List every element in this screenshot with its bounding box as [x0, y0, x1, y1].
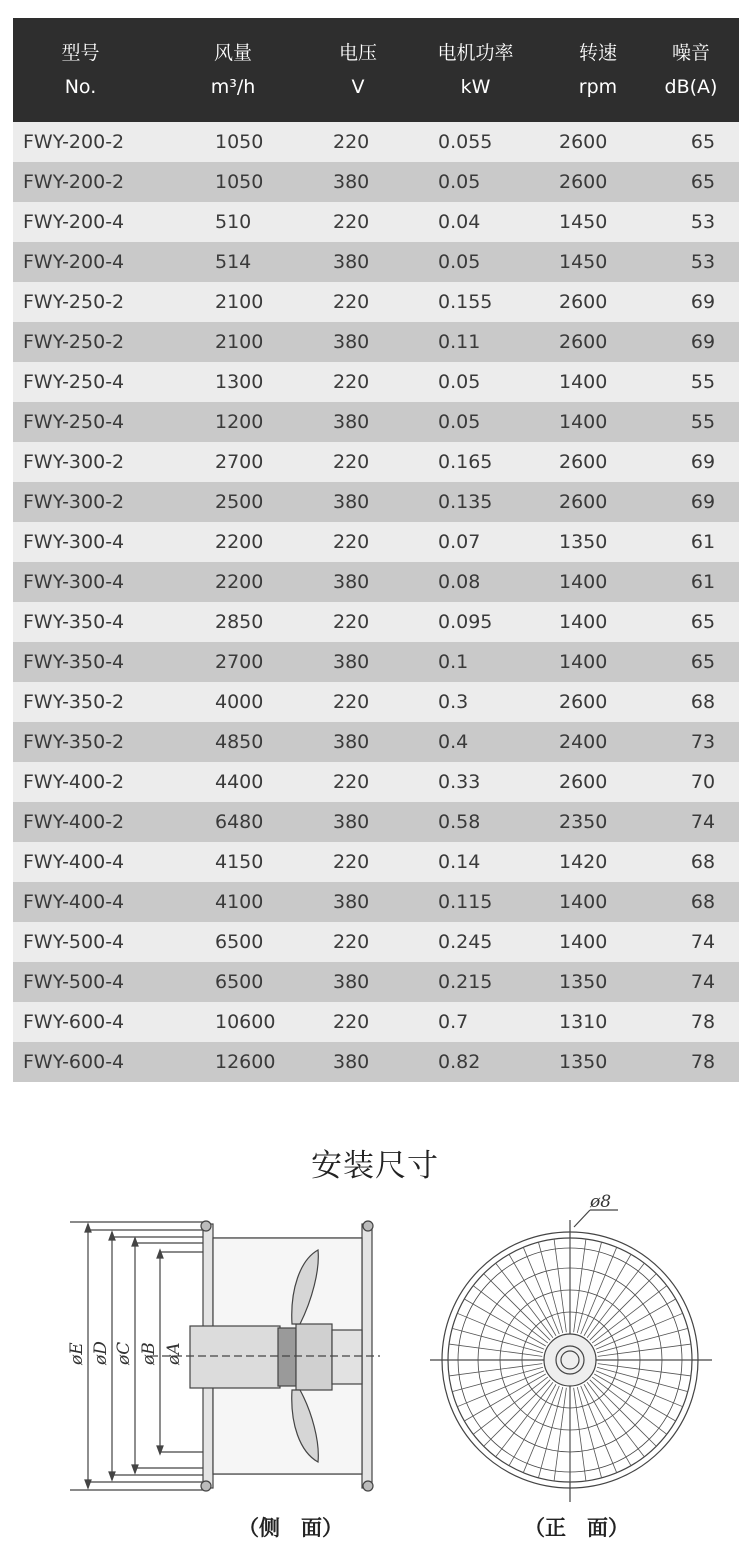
table-cell: 0.05	[438, 411, 481, 433]
table-cell: 220	[333, 371, 370, 393]
installation-drawing	[0, 1190, 750, 1556]
table-cell: 0.08	[438, 571, 481, 593]
table-row	[13, 522, 739, 562]
table-cell: FWY-350-4	[23, 611, 125, 633]
table-cell: FWY-200-2	[23, 131, 125, 153]
dim-label-a: øA	[164, 1342, 184, 1365]
table-cell: 2100	[215, 331, 264, 353]
table-cell: 1300	[215, 371, 264, 393]
table-cell: 1400	[559, 371, 608, 393]
table-cell: FWY-500-4	[23, 971, 125, 993]
table-cell: 4850	[215, 731, 264, 753]
table-cell: FWY-400-4	[23, 891, 125, 913]
table-cell: 0.04	[438, 211, 481, 233]
table-cell: 510	[215, 211, 252, 233]
table-cell: 2600	[559, 171, 608, 193]
table-cell: 69	[690, 331, 716, 353]
dim-label-d: øD	[91, 1341, 111, 1365]
table-cell: 0.33	[438, 771, 481, 793]
table-row	[13, 562, 739, 602]
table-cell: 2350	[559, 811, 608, 833]
table-cell: 0.07	[438, 531, 481, 553]
table-cell: 0.82	[438, 1051, 481, 1073]
spec-table	[13, 18, 739, 1082]
table-cell: 0.05	[438, 171, 481, 193]
dim-label-e: øE	[67, 1342, 87, 1365]
table-cell: 2400	[559, 731, 608, 753]
table-cell: 68	[690, 891, 716, 913]
table-cell: 2600	[559, 331, 608, 353]
table-cell: 6500	[215, 931, 264, 953]
table-row	[13, 682, 739, 722]
table-cell: 220	[333, 531, 370, 553]
header-voltage: 电压 V	[338, 42, 377, 98]
table-cell: 1400	[559, 571, 608, 593]
table-cell: 380	[333, 251, 370, 273]
table-row	[13, 602, 739, 642]
table-cell: FWY-400-2	[23, 771, 125, 793]
table-cell: 1050	[215, 171, 264, 193]
table-cell: FWY-300-4	[23, 531, 125, 553]
table-cell: 61	[690, 531, 716, 553]
side-dimension-labels	[67, 1341, 184, 1366]
table-cell: 69	[690, 491, 716, 513]
table-cell: 0.14	[438, 851, 481, 873]
table-cell: 220	[333, 211, 370, 233]
table-row	[13, 442, 739, 482]
table-row	[13, 762, 739, 802]
table-cell: FWY-200-4	[23, 251, 125, 273]
table-cell: 220	[333, 691, 370, 713]
table-cell: 2700	[215, 451, 264, 473]
table-cell: 10600	[215, 1011, 276, 1033]
table-cell: 220	[333, 931, 370, 953]
table-cell: 0.115	[438, 891, 493, 913]
table-cell: 2700	[215, 651, 264, 673]
table-cell: 1400	[559, 651, 608, 673]
header-airflow: 风量 m³/h	[210, 42, 256, 98]
table-cell: FWY-300-2	[23, 491, 125, 513]
table-cell: 514	[215, 251, 252, 273]
table-cell: 69	[690, 291, 716, 313]
table-row	[13, 362, 739, 402]
table-cell: 2500	[215, 491, 264, 513]
table-cell: 0.05	[438, 371, 481, 393]
table-cell: 0.135	[438, 491, 493, 513]
table-cell: 4150	[215, 851, 264, 873]
table-cell: FWY-400-2	[23, 811, 125, 833]
table-cell: 220	[333, 611, 370, 633]
table-cell: 2600	[559, 771, 608, 793]
table-cell: 53	[690, 211, 716, 233]
table-cell: 1420	[559, 851, 608, 873]
table-cell: 1350	[559, 971, 608, 993]
table-cell: 380	[333, 331, 370, 353]
install-dimensions-title: 安装尺寸	[311, 1148, 439, 1184]
table-cell: 1400	[559, 931, 608, 953]
table-cell: 2200	[215, 531, 264, 553]
table-row	[13, 922, 739, 962]
table-cell: 0.165	[438, 451, 493, 473]
table-cell: 53	[690, 251, 716, 273]
table-row	[13, 962, 739, 1002]
table-cell: 78	[690, 1051, 716, 1073]
dim-label-b: øB	[139, 1342, 159, 1365]
table-cell: 1350	[559, 531, 608, 553]
table-cell: 68	[690, 691, 716, 713]
table-cell: 69	[690, 451, 716, 473]
table-row	[13, 402, 739, 442]
table-cell: 74	[690, 971, 716, 993]
table-row	[13, 722, 739, 762]
table-cell: 4400	[215, 771, 264, 793]
table-row	[13, 322, 739, 362]
table-cell: FWY-200-4	[23, 211, 125, 233]
table-cell: 2850	[215, 611, 264, 633]
dim-label-c: øC	[114, 1341, 134, 1365]
front-view-drawing	[430, 1210, 712, 1502]
table-cell: 1200	[215, 411, 264, 433]
table-cell: 78	[690, 1011, 716, 1033]
header-noise: 噪音 dB(A)	[664, 42, 718, 98]
table-cell: 55	[690, 371, 716, 393]
table-cell: 2600	[559, 451, 608, 473]
table-cell: 65	[690, 611, 716, 633]
table-cell: 65	[690, 131, 716, 153]
table-cell: 380	[333, 411, 370, 433]
table-cell: 73	[690, 731, 716, 753]
table-cell: 0.11	[438, 331, 481, 353]
header-speed: 转速 rpm	[578, 42, 618, 98]
installation-drawing-svg	[0, 1190, 750, 1556]
table-row	[13, 122, 739, 162]
table-cell: FWY-200-2	[23, 171, 125, 193]
table-cell: FWY-250-2	[23, 331, 125, 353]
table-cell: 380	[333, 651, 370, 673]
table-cell: 1450	[559, 211, 608, 233]
table-cell: 380	[333, 891, 370, 913]
header-motor-power: 电机功率 kW	[437, 42, 514, 98]
table-cell: FWY-250-4	[23, 371, 125, 393]
table-cell: 0.3	[438, 691, 469, 713]
table-cell: 1050	[215, 131, 264, 153]
table-cell: FWY-250-4	[23, 411, 125, 433]
table-cell: 1400	[559, 611, 608, 633]
table-cell: 1400	[559, 411, 608, 433]
table-row	[13, 482, 739, 522]
table-row	[13, 802, 739, 842]
table-cell: 220	[333, 451, 370, 473]
table-cell: 68	[690, 851, 716, 873]
table-cell: 2100	[215, 291, 264, 313]
table-cell: FWY-400-4	[23, 851, 125, 873]
table-cell: 65	[690, 171, 716, 193]
table-cell: 6500	[215, 971, 264, 993]
table-cell: 0.095	[438, 611, 493, 633]
table-body	[13, 122, 739, 1082]
table-cell: 0.05	[438, 251, 481, 273]
table-cell: 220	[333, 291, 370, 313]
table-cell: 0.7	[438, 1011, 469, 1033]
table-cell: FWY-350-4	[23, 651, 125, 673]
side-view-label: （侧 面）	[238, 1516, 343, 1540]
table-cell: 2600	[559, 691, 608, 713]
table-cell: 1350	[559, 1051, 608, 1073]
table-cell: 380	[333, 971, 370, 993]
table-cell: FWY-600-4	[23, 1011, 125, 1033]
table-cell: 74	[690, 811, 716, 833]
table-row	[13, 202, 739, 242]
table-cell: 0.1	[438, 651, 469, 673]
table-cell: FWY-250-2	[23, 291, 125, 313]
table-cell: 380	[333, 491, 370, 513]
table-cell: 2600	[559, 291, 608, 313]
table-cell: 0.58	[438, 811, 481, 833]
table-cell: FWY-350-2	[23, 691, 125, 713]
table-cell: 220	[333, 851, 370, 873]
table-header	[13, 18, 739, 122]
table-cell: 2600	[559, 131, 608, 153]
table-cell: 220	[333, 1011, 370, 1033]
table-row	[13, 842, 739, 882]
table-cell: 0.245	[438, 931, 493, 953]
table-cell: 380	[333, 811, 370, 833]
dim-label-hole: ø8	[590, 1192, 612, 1212]
table-cell: 2200	[215, 571, 264, 593]
table-cell: 220	[333, 771, 370, 793]
table-cell: 380	[333, 171, 370, 193]
table-cell: 55	[690, 411, 716, 433]
table-cell: FWY-500-4	[23, 931, 125, 953]
table-cell: FWY-300-2	[23, 451, 125, 473]
table-cell: 380	[333, 571, 370, 593]
table-cell: FWY-300-4	[23, 571, 125, 593]
front-view-label: （正 面）	[524, 1516, 629, 1540]
table-cell: 0.4	[438, 731, 469, 753]
header-model: 型号 No.	[61, 42, 100, 98]
table-cell: FWY-600-4	[23, 1051, 125, 1073]
table-row	[13, 242, 739, 282]
table-cell: 220	[333, 131, 370, 153]
table-cell: 1400	[559, 891, 608, 913]
table-cell: 61	[690, 571, 716, 593]
table-row	[13, 642, 739, 682]
table-row	[13, 162, 739, 202]
table-row	[13, 282, 739, 322]
table-cell: 70	[690, 771, 716, 793]
table-cell: 0.155	[438, 291, 493, 313]
table-cell: 6480	[215, 811, 264, 833]
table-cell: 74	[690, 931, 716, 953]
table-row	[13, 1042, 739, 1082]
table-cell: 380	[333, 731, 370, 753]
table-cell: 65	[690, 651, 716, 673]
table-cell: 4100	[215, 891, 264, 913]
table-cell: 2600	[559, 491, 608, 513]
table-cell: 1450	[559, 251, 608, 273]
table-cell: 0.215	[438, 971, 493, 993]
table-cell: 4000	[215, 691, 264, 713]
table-cell: 0.055	[438, 131, 493, 153]
table-cell: 1310	[559, 1011, 608, 1033]
table-cell: 380	[333, 1051, 370, 1073]
table-row	[13, 882, 739, 922]
table-row	[13, 1002, 739, 1042]
table-cell: 12600	[215, 1051, 276, 1073]
table-cell: FWY-350-2	[23, 731, 125, 753]
